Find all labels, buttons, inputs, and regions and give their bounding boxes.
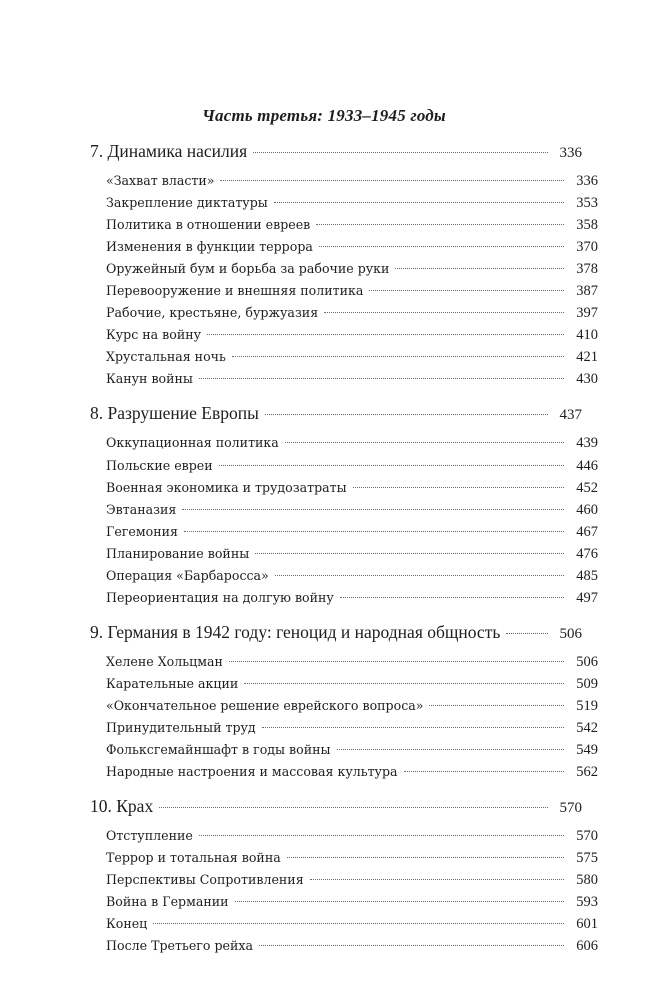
dot-leader	[340, 597, 564, 598]
toc-entry[interactable]	[90, 695, 598, 717]
toc-entry[interactable]	[90, 346, 598, 368]
chapter-heading[interactable]	[90, 138, 582, 166]
section-page-number: 397	[576, 305, 598, 322]
dot-leader	[310, 879, 564, 880]
dot-leader	[244, 683, 564, 684]
section-page-number: 549	[576, 742, 598, 759]
dot-leader	[337, 749, 564, 750]
toc-entry[interactable]	[90, 368, 598, 390]
section-title: Конец	[106, 916, 148, 932]
dot-leader	[182, 509, 564, 510]
toc-entry[interactable]	[90, 302, 598, 324]
dot-leader	[159, 807, 548, 808]
dot-leader	[275, 575, 564, 576]
section-title: Курс на войну	[106, 327, 202, 343]
chapter-title: 7. Динамика насилия	[90, 141, 248, 161]
toc-entry[interactable]	[90, 739, 598, 761]
section-title: Закрепление диктатуры	[106, 195, 268, 211]
section-title: «Захват власти»	[106, 173, 215, 188]
section-title: Карательные акции	[106, 675, 239, 691]
chapter-heading[interactable]	[90, 400, 582, 428]
section-title: Планирование войны	[106, 545, 250, 561]
toc-entry[interactable]	[90, 565, 598, 587]
section-page-number: 542	[576, 719, 598, 736]
toc-entry[interactable]	[90, 170, 598, 192]
dot-leader	[153, 923, 564, 924]
section-title: Оружейный бум и борьба за рабочие руки	[106, 261, 390, 277]
section-page-number: 509	[576, 675, 598, 692]
section-title: «Окончательное решение еврейского вопроса»	[106, 697, 424, 713]
toc-entry[interactable]	[90, 455, 598, 477]
part-title: Часть третья: 1933–1945 годы	[202, 106, 446, 125]
section-title: Народные настроения и массовая культура	[106, 764, 398, 780]
toc-entry[interactable]	[90, 891, 598, 913]
toc-entry[interactable]	[90, 935, 598, 957]
dot-leader	[324, 312, 564, 313]
toc-entry[interactable]	[90, 587, 598, 609]
section-title: Террор и тотальная война	[106, 850, 281, 866]
dot-leader	[285, 442, 564, 443]
chapter-heading[interactable]	[90, 619, 582, 647]
chapter-10	[90, 793, 598, 957]
toc-entry[interactable]	[90, 324, 598, 346]
section-page-number: 421	[576, 349, 598, 366]
dot-leader	[207, 334, 564, 335]
toc-entry[interactable]	[90, 869, 598, 891]
dot-leader	[429, 705, 564, 706]
chapter-page-number: 506	[559, 625, 582, 642]
chapter-7	[90, 138, 598, 390]
dot-leader	[404, 771, 564, 772]
section-page-number: 601	[576, 916, 598, 933]
dot-leader	[232, 356, 564, 357]
toc-entry[interactable]	[90, 717, 598, 739]
section-page-number: 593	[576, 894, 598, 911]
chapter-title: 8. Разрушение Европы	[90, 403, 259, 424]
chapter-page-number: 336	[559, 145, 582, 161]
dot-leader	[287, 857, 564, 858]
dot-leader	[199, 378, 564, 379]
section-page-number: 410	[576, 327, 598, 344]
toc-entry[interactable]	[90, 258, 598, 280]
section-page-number: 476	[576, 545, 598, 562]
section-title: После Третьего рейха	[106, 938, 253, 954]
section-title: Хрустальная ночь	[106, 349, 226, 365]
section-title: Переориентация на долгую войну	[106, 589, 334, 605]
section-title: Оккупационная политика	[106, 435, 279, 451]
dot-leader	[262, 727, 564, 728]
section-title: Фольксгемайншафт в годы войны	[106, 742, 331, 758]
section-title: Операция «Барбаросса»	[106, 567, 269, 583]
dot-leader	[353, 487, 564, 488]
dot-leader	[220, 180, 564, 181]
chapter-title: 10. Крах	[90, 796, 154, 817]
section-title: Эвтаназия	[106, 501, 177, 517]
dot-leader	[506, 633, 548, 634]
chapter-page-number: 570	[559, 800, 582, 817]
dot-leader	[395, 268, 564, 269]
toc-entry[interactable]	[90, 521, 598, 543]
toc-entry[interactable]	[90, 673, 598, 695]
section-page-number: 439	[576, 435, 598, 452]
toc-entry[interactable]	[90, 847, 598, 869]
dot-leader	[319, 246, 564, 247]
section-page-number: 358	[576, 217, 598, 234]
dot-leader	[259, 945, 564, 946]
toc-entry[interactable]	[90, 236, 598, 258]
toc-entry[interactable]	[90, 432, 598, 454]
section-page-number: 580	[576, 872, 598, 889]
section-page-number: 378	[576, 261, 598, 278]
section-page-number: 446	[576, 457, 598, 474]
section-title: Хелене Хольцман	[106, 653, 223, 669]
section-title: Польские евреи	[106, 457, 213, 473]
section-page-number: 519	[576, 697, 598, 714]
section-title: Изменения в функции террора	[106, 239, 313, 255]
toc-entry[interactable]	[90, 651, 598, 673]
chapter-page-number: 437	[559, 407, 582, 424]
section-page-number: 562	[576, 764, 598, 781]
dot-leader	[235, 901, 564, 902]
toc-entry[interactable]	[90, 761, 598, 783]
section-title: Гегемония	[106, 523, 178, 539]
chapter-8	[90, 400, 598, 608]
section-title: Война в Германии	[106, 894, 229, 910]
section-title: Рабочие, крестьяне, буржуазия	[106, 305, 319, 321]
section-title: Политика в отношении евреев	[106, 217, 311, 233]
chapter-9	[90, 619, 598, 783]
dot-leader	[199, 835, 564, 836]
section-page-number: 353	[576, 195, 598, 212]
section-title: Перспективы Сопротивления	[106, 872, 304, 888]
section-page-number: 460	[576, 501, 598, 518]
section-title: Отступление	[106, 828, 193, 844]
section-page-number: 336	[576, 173, 598, 189]
section-page-number: 452	[576, 479, 598, 496]
section-title: Перевооружение и внешняя политика	[106, 283, 364, 299]
dot-leader	[316, 224, 564, 225]
toc-entry[interactable]	[90, 543, 598, 565]
dot-leader	[219, 465, 564, 466]
section-page-number: 430	[576, 371, 598, 388]
dot-leader	[184, 531, 564, 532]
section-title: Военная экономика и трудозатраты	[106, 479, 347, 495]
section-title: Канун войны	[106, 371, 193, 387]
dot-leader	[369, 290, 564, 291]
toc-entry[interactable]	[90, 280, 598, 302]
section-page-number: 370	[576, 239, 598, 256]
chapter-heading[interactable]	[90, 793, 582, 821]
dot-leader	[229, 661, 564, 662]
toc-entry[interactable]	[90, 499, 598, 521]
toc-entry[interactable]	[90, 192, 598, 214]
toc-entry[interactable]	[90, 214, 598, 236]
section-title: Принудительный труд	[106, 719, 256, 735]
section-page-number: 485	[576, 567, 598, 584]
dot-leader	[255, 553, 564, 554]
section-page-number: 497	[576, 589, 598, 606]
toc-entry[interactable]	[90, 825, 598, 847]
toc-entry[interactable]	[90, 913, 598, 935]
section-page-number: 575	[576, 850, 598, 867]
chapter-title: 9. Германия в 1942 году: геноцид и народная общность	[90, 621, 501, 642]
section-page-number: 570	[576, 828, 598, 845]
table-of-contents	[90, 138, 598, 967]
dot-leader	[253, 152, 548, 153]
section-page-number: 506	[576, 653, 598, 670]
section-page-number: 467	[576, 523, 598, 540]
section-page-number: 606	[576, 938, 598, 955]
dot-leader	[265, 414, 548, 415]
dot-leader	[274, 202, 564, 203]
section-page-number: 387	[576, 283, 598, 300]
toc-entry[interactable]	[90, 477, 598, 499]
